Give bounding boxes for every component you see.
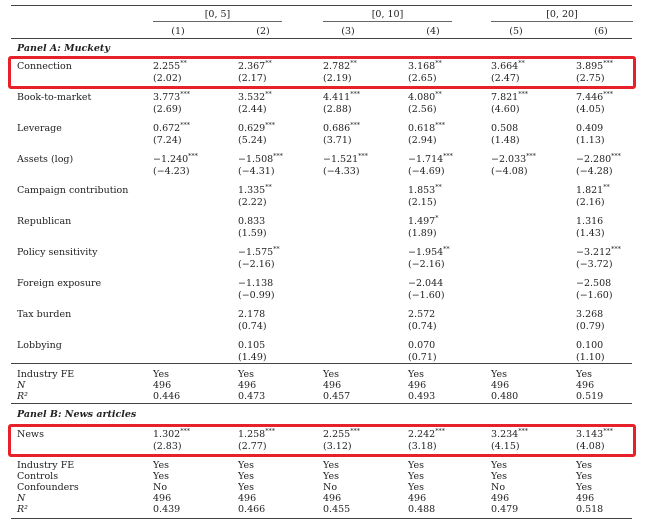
panel-a-footer-cell: Yes [238, 369, 254, 380]
panel-a-coef-cell [408, 244, 450, 258]
significance-stars: *** [265, 120, 275, 129]
header-bottom-rule [11, 38, 632, 39]
panel-a-tstat-cell: (1.49) [238, 352, 267, 363]
panel-a-tstat-cell: (2.65) [408, 73, 437, 84]
panel-a-coef-cell [408, 151, 453, 165]
coefficient-value: 1.821 [576, 185, 604, 196]
coefficient-value: 0.070 [408, 340, 436, 351]
panel-a-tstat-cell: (2.69) [153, 104, 182, 115]
coefficient-value: 3.168 [408, 61, 436, 72]
coefficient-value: −1.521 [323, 154, 359, 165]
panel-a-footer-cell: Yes [576, 369, 592, 380]
panel-a-coef-cell [238, 340, 265, 351]
panel-b-footer-cell: Yes [238, 460, 254, 471]
panel-a-footer-cell: Yes [408, 369, 424, 380]
significance-stars: *** [188, 151, 198, 160]
significance-stars: *** [603, 58, 613, 67]
significance-stars: *** [350, 89, 360, 98]
panel-b-footer-label: Controls [17, 471, 59, 482]
panel-b-footer-cell: 0.466 [238, 504, 266, 515]
coefficient-value: 0.629 [238, 123, 266, 134]
coefficient-value: 2.782 [323, 61, 351, 72]
significance-stars: ** [265, 89, 272, 98]
panel-a-tstat-cell: (0.79) [576, 321, 605, 332]
panel-a-tstat-cell: (−0.99) [238, 290, 275, 301]
col-header-5: (5) [509, 26, 523, 37]
panel-b-footer-cell: Yes [238, 471, 254, 482]
panel-a-coef-cell [576, 151, 621, 165]
panel-b-title: Panel B: News articles [17, 409, 137, 420]
panel-a-row-label: Connection [17, 61, 72, 72]
coefficient-value: 0.618 [408, 123, 436, 134]
panel-a-tstat-cell: (2.44) [238, 104, 267, 115]
coefficient-value: −1.575 [238, 247, 274, 258]
panel-a-tstat-cell: (4.60) [491, 104, 520, 115]
panel-a-tstat-cell: (2.56) [408, 104, 437, 115]
significance-stars: *** [518, 426, 528, 435]
table-bottom-rule [11, 518, 632, 519]
significance-stars: ** [603, 182, 610, 191]
coefficient-value: 3.664 [491, 61, 519, 72]
coefficient-value: 2.178 [238, 309, 266, 320]
coefficient-value: −2.044 [408, 278, 444, 289]
panel-b-footer-cell: Yes [576, 482, 592, 493]
panel-a-coef-cell [576, 244, 621, 258]
coefficient-value: 0.100 [576, 340, 604, 351]
coefficient-value: 2.255 [323, 429, 351, 440]
panel-b-tstat-cell: (2.83) [153, 441, 182, 452]
coefficient-value: 2.255 [153, 61, 181, 72]
significance-stars: *** [180, 426, 190, 435]
panel-a-tstat-cell: (−1.60) [576, 290, 613, 301]
coefficient-value: −1.714 [408, 154, 444, 165]
coefficient-value: −1.954 [408, 247, 444, 258]
panel-a-title: Panel A: Muckety [17, 43, 110, 54]
panel-a-coef-cell [576, 309, 603, 320]
panel-a-bottom-rule [11, 403, 632, 404]
significance-stars: *** [350, 120, 360, 129]
panel-a-footer-cell: 0.473 [238, 391, 266, 402]
panel-b-footer-cell: Yes [408, 471, 424, 482]
panel-b-footer-cell: Yes [576, 460, 592, 471]
panel-a-coef-cell [408, 89, 442, 103]
panel-a-row-label: Campaign contribution [17, 185, 129, 196]
col-header-3: (3) [341, 26, 355, 37]
coefficient-value: 1.302 [153, 429, 181, 440]
panel-a-footer-cell: 0.457 [323, 391, 351, 402]
coefficient-value: −1.240 [153, 154, 189, 165]
panel-a-tstat-cell: (3.71) [323, 135, 352, 146]
panel-a-tstat-cell: (2.16) [576, 197, 605, 208]
panel-a-coef-cell [323, 89, 360, 103]
coefficient-value: 3.895 [576, 61, 604, 72]
panel-b-footer-cell: 496 [153, 493, 172, 504]
coefficient-value: 3.234 [491, 429, 519, 440]
panel-a-coef-cell [408, 120, 445, 134]
panel-a-coef-cell [153, 151, 198, 165]
coefficient-value: 0.409 [576, 123, 604, 134]
panel-b-footer-label: Industry FE [17, 460, 75, 471]
panel-b-footer-cell: Yes [576, 471, 592, 482]
highlight-box-news [8, 424, 636, 457]
panel-a-footer-rule [11, 363, 632, 364]
significance-stars: *** [180, 120, 190, 129]
panel-a-coef-cell [323, 120, 360, 134]
group-rule-1 [153, 21, 282, 22]
panel-b-footer-cell: 0.439 [153, 504, 181, 515]
significance-stars: *** [350, 426, 360, 435]
panel-a-tstat-cell: (−4.69) [408, 166, 445, 177]
panel-a-coef-cell [491, 123, 518, 134]
significance-stars: *** [273, 151, 283, 160]
panel-a-tstat-cell: (0.74) [408, 321, 437, 332]
coefficient-value: 1.853 [408, 185, 436, 196]
significance-stars: ** [435, 89, 442, 98]
panel-a-tstat-cell: (−1.60) [408, 290, 445, 301]
coefficient-value: 1.497 [408, 216, 436, 227]
panel-a-tstat-cell: (2.47) [491, 73, 520, 84]
coefficient-value: 0.508 [491, 123, 519, 134]
coefficient-value: 7.821 [491, 92, 519, 103]
panel-a-tstat-cell: (−4.28) [576, 166, 613, 177]
panel-a-tstat-cell: (7.24) [153, 135, 182, 146]
panel-a-footer-cell: 0.480 [491, 391, 519, 402]
panel-a-row-label: Book-to-market [17, 92, 92, 103]
panel-b-footer-cell: No [323, 482, 338, 493]
panel-a-footer-label: N [17, 380, 26, 391]
panel-a-footer-cell: 496 [576, 380, 595, 391]
significance-stars: *** [265, 426, 275, 435]
panel-b-footer-cell: Yes [153, 460, 169, 471]
panel-a-tstat-cell: (−3.72) [576, 259, 613, 270]
coefficient-value: 1.258 [238, 429, 266, 440]
panel-b-footer-cell: 496 [576, 493, 595, 504]
coefficient-value: 2.572 [408, 309, 436, 320]
group-header-1: [0, 5] [204, 9, 231, 20]
significance-stars: * [435, 213, 439, 222]
panel-a-tstat-cell: (−2.16) [408, 259, 445, 270]
group-header-2: [0, 10] [371, 9, 404, 20]
panel-a-coef-cell [576, 278, 611, 289]
coefficient-value: 3.773 [153, 92, 181, 103]
panel-a-footer-cell: 496 [408, 380, 427, 391]
panel-a-tstat-cell: (2.75) [576, 73, 605, 84]
coefficient-value: 1.316 [576, 216, 604, 227]
panel-a-coef-cell [576, 123, 603, 134]
panel-b-footer-cell: Yes [491, 471, 507, 482]
panel-a-tstat-cell: (5.24) [238, 135, 267, 146]
panel-a-tstat-cell: (1.10) [576, 352, 605, 363]
panel-a-tstat-cell: (2.19) [323, 73, 352, 84]
panel-a-tstat-cell: (1.89) [408, 228, 437, 239]
highlight-box-connection [8, 56, 636, 89]
panel-a-tstat-cell: (2.22) [238, 197, 267, 208]
coefficient-value: −1.508 [238, 154, 274, 165]
panel-b-footer-cell: No [153, 482, 168, 493]
panel-a-coef-cell [576, 216, 603, 227]
panel-b-footer-cell: Yes [491, 460, 507, 471]
panel-a-tstat-cell: (2.88) [323, 104, 352, 115]
panel-b-footer-cell: Yes [408, 482, 424, 493]
panel-b-footer-cell: Yes [408, 460, 424, 471]
panel-a-coef-cell [238, 244, 280, 258]
significance-stars: *** [435, 426, 445, 435]
panel-b-footer-label: N [17, 493, 26, 504]
coefficient-value: −3.212 [576, 247, 612, 258]
panel-a-coef-cell [491, 89, 528, 103]
coefficient-value: 0.833 [238, 216, 266, 227]
panel-a-row-label: Policy sensitivity [17, 247, 98, 258]
panel-a-tstat-cell: (2.15) [408, 197, 437, 208]
panel-a-tstat-cell: (−2.16) [238, 259, 275, 270]
coefficient-value: −2.508 [576, 278, 612, 289]
panel-a-tstat-cell: (2.17) [238, 73, 267, 84]
panel-a-tstat-cell: (2.02) [153, 73, 182, 84]
panel-b-footer-cell: 0.518 [576, 504, 604, 515]
panel-a-footer-cell: 0.519 [576, 391, 604, 402]
significance-stars: ** [518, 58, 525, 67]
panel-a-tstat-cell: (1.48) [491, 135, 520, 146]
significance-stars: ** [265, 182, 272, 191]
coefficient-value: −2.280 [576, 154, 612, 165]
panel-a-coef-cell [576, 340, 603, 351]
panel-b-tstat-cell: (4.15) [491, 441, 520, 452]
panel-b-footer-cell: Yes [323, 471, 339, 482]
panel-a-coef-cell [408, 213, 439, 227]
coefficient-value: −1.138 [238, 278, 274, 289]
panel-b-footer-label: R² [17, 504, 28, 515]
panel-a-footer-cell: 0.446 [153, 391, 181, 402]
panel-a-coef-cell [238, 309, 265, 320]
col-header-2: (2) [256, 26, 270, 37]
panel-a-tstat-cell: (0.74) [238, 321, 267, 332]
panel-a-tstat-cell: (−4.31) [238, 166, 275, 177]
coefficient-value: −2.033 [491, 154, 527, 165]
significance-stars: *** [526, 151, 536, 160]
panel-b-tstat-cell: (2.77) [238, 441, 267, 452]
panel-a-tstat-cell: (1.13) [576, 135, 605, 146]
coefficient-value: 0.686 [323, 123, 351, 134]
coefficient-value: 3.268 [576, 309, 604, 320]
coefficient-value: 2.242 [408, 429, 436, 440]
panel-a-coef-cell [323, 151, 368, 165]
panel-b-footer-cell: 496 [408, 493, 427, 504]
panel-a-tstat-cell: (0.71) [408, 352, 437, 363]
panel-a-coef-cell [238, 182, 272, 196]
panel-a-row-label: Tax burden [17, 309, 72, 320]
col-header-1: (1) [171, 26, 185, 37]
group-header-3: [0, 20] [546, 9, 578, 20]
col-header-6: (6) [594, 26, 608, 37]
top-rule [11, 5, 632, 6]
panel-a-coef-cell [238, 216, 265, 227]
panel-a-tstat-cell: (1.43) [576, 228, 605, 239]
panel-b-footer-cell: Yes [153, 471, 169, 482]
panel-b-footer-cell: 0.488 [408, 504, 436, 515]
significance-stars: *** [603, 89, 613, 98]
panel-a-coef-cell [408, 278, 443, 289]
panel-a-footer-cell: Yes [323, 369, 339, 380]
panel-a-coef-cell [153, 89, 190, 103]
panel-a-tstat-cell: (−4.33) [323, 166, 360, 177]
panel-b-row-label: News [17, 429, 44, 440]
coefficient-value: 4.080 [408, 92, 436, 103]
panel-a-coef-cell [238, 151, 283, 165]
significance-stars: ** [273, 244, 280, 253]
panel-b-footer-cell: 0.455 [323, 504, 351, 515]
panel-a-footer-cell: 496 [153, 380, 172, 391]
panel-a-coef-cell [408, 340, 435, 351]
panel-a-coef-cell [238, 89, 272, 103]
coefficient-value: 1.335 [238, 185, 266, 196]
panel-a-coef-cell [491, 151, 536, 165]
panel-a-row-label: Foreign exposure [17, 278, 102, 289]
coefficient-value: 2.367 [238, 61, 266, 72]
panel-b-footer-cell: No [491, 482, 506, 493]
significance-stars: ** [265, 58, 272, 67]
significance-stars: *** [611, 151, 621, 160]
panel-a-row-label: Leverage [17, 123, 62, 134]
panel-b-tstat-cell: (3.18) [408, 441, 437, 452]
coefficient-value: 3.143 [576, 429, 604, 440]
panel-b-tstat-cell: (3.12) [323, 441, 352, 452]
panel-a-footer-cell: 0.493 [408, 391, 436, 402]
panel-b-footer-cell: 496 [323, 493, 342, 504]
panel-a-tstat-cell: (4.05) [576, 104, 605, 115]
panel-a-row-label: Assets (log) [17, 154, 74, 165]
significance-stars: *** [518, 89, 528, 98]
panel-a-coef-cell [408, 182, 442, 196]
panel-a-tstat-cell: (−4.08) [491, 166, 528, 177]
significance-stars: *** [180, 89, 190, 98]
significance-stars: ** [443, 244, 450, 253]
significance-stars: *** [603, 426, 613, 435]
significance-stars: ** [435, 58, 442, 67]
significance-stars: ** [435, 182, 442, 191]
group-rule-2 [323, 21, 452, 22]
coefficient-value: 3.532 [238, 92, 266, 103]
significance-stars: *** [435, 120, 445, 129]
panel-a-tstat-cell: (−4.23) [153, 166, 190, 177]
panel-a-tstat-cell: (2.94) [408, 135, 437, 146]
panel-b-footer-cell: 0.479 [491, 504, 519, 515]
panel-b-footer-cell: Yes [323, 460, 339, 471]
panel-a-footer-cell: 496 [323, 380, 342, 391]
panel-b-footer-cell: 496 [238, 493, 257, 504]
col-header-4: (4) [426, 26, 440, 37]
panel-a-tstat-cell: (1.59) [238, 228, 267, 239]
significance-stars: ** [350, 58, 357, 67]
panel-a-coef-cell [576, 89, 613, 103]
panel-a-row-label: Republican [17, 216, 72, 227]
coefficient-value: 0.105 [238, 340, 266, 351]
panel-a-coef-cell [238, 278, 273, 289]
panel-a-row-label: Lobbying [17, 340, 62, 351]
panel-a-coef-cell [576, 182, 610, 196]
panel-b-tstat-cell: (4.08) [576, 441, 605, 452]
coefficient-value: 7.446 [576, 92, 604, 103]
panel-b-footer-cell: 496 [491, 493, 510, 504]
coefficient-value: 0.672 [153, 123, 181, 134]
panel-a-coef-cell [238, 120, 275, 134]
panel-b-footer-label: Confounders [17, 482, 79, 493]
panel-a-footer-cell: 496 [238, 380, 257, 391]
group-rule-3 [491, 21, 633, 22]
panel-b-footer-cell: Yes [238, 482, 254, 493]
panel-a-footer-cell: Yes [491, 369, 507, 380]
coefficient-value: 4.411 [323, 92, 351, 103]
panel-a-coef-cell [153, 120, 190, 134]
significance-stars: *** [443, 151, 453, 160]
panel-a-footer-cell: 496 [491, 380, 510, 391]
panel-a-coef-cell [408, 309, 435, 320]
significance-stars: ** [180, 58, 187, 67]
significance-stars: *** [358, 151, 368, 160]
panel-a-footer-label: Industry FE [17, 369, 75, 380]
panel-a-footer-cell: Yes [153, 369, 169, 380]
panel-a-footer-label: R² [17, 391, 28, 402]
significance-stars: *** [611, 244, 621, 253]
